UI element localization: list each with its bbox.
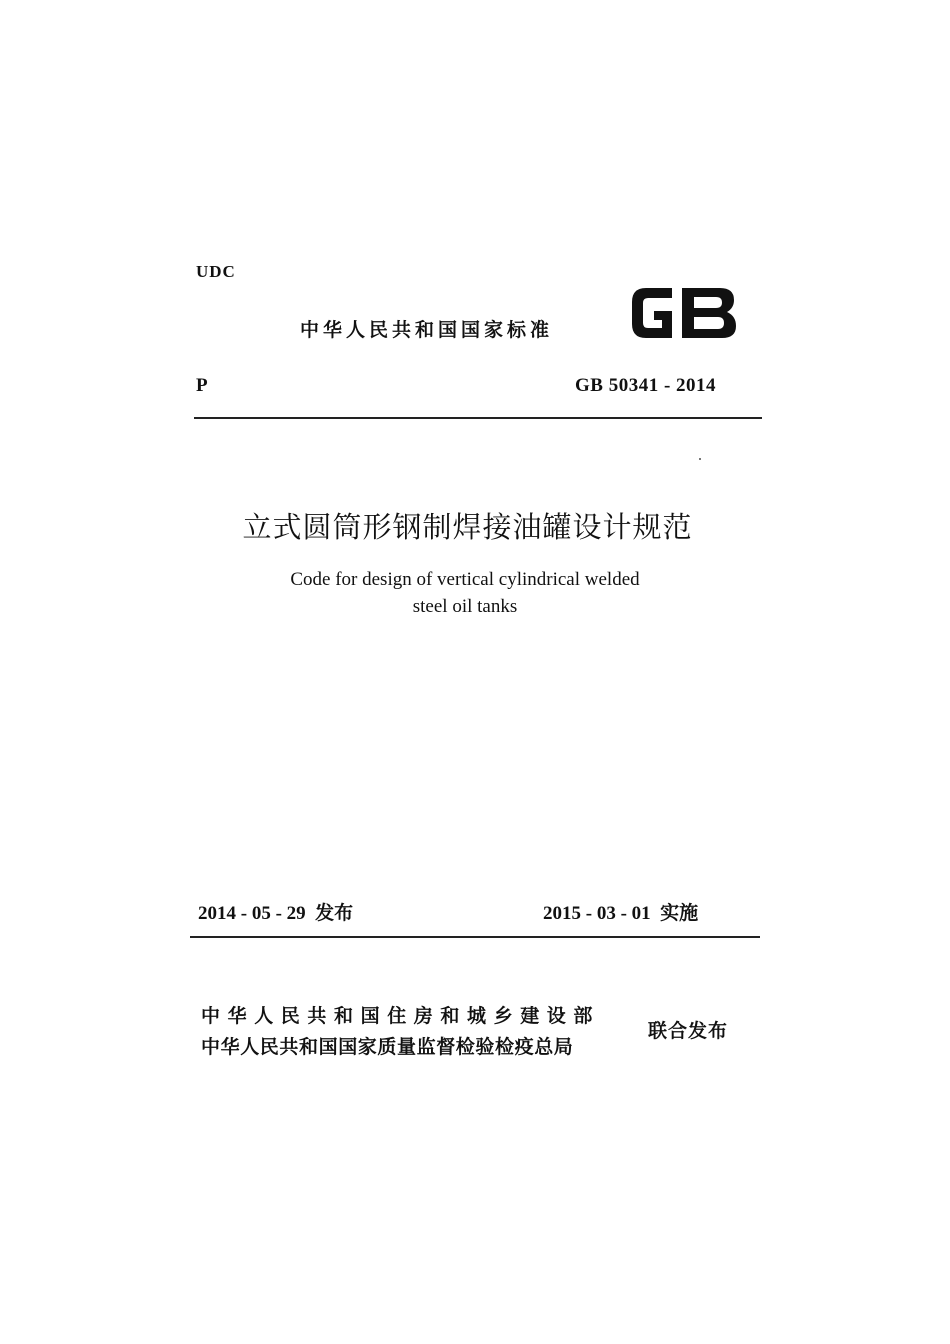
top-divider: [194, 417, 762, 419]
title-chinese: 立式圆筒形钢制焊接油罐设计规范: [242, 510, 693, 544]
standard-type-title: 中华人民共和国国家标准: [300, 319, 554, 341]
speck: [699, 458, 701, 460]
publisher-ministry: 中华人民共和国住房和城乡建设部: [201, 1005, 601, 1027]
gb-logo: [628, 282, 742, 344]
bottom-divider: [190, 936, 760, 938]
implementation-date: 2015 - 03 - 01 实施: [543, 903, 699, 924]
title-english-line-1: Code for design of vertical cylindrical welded: [290, 569, 640, 590]
category-code: P: [196, 375, 208, 396]
joint-issue-label: 联合发布: [648, 1020, 729, 1042]
publisher-aqsiq: 中华人民共和国国家质量监督检验检疫总局: [201, 1036, 574, 1058]
title-english: [0, 566, 930, 620]
title-english-line-2: steel oil tanks: [412, 596, 518, 617]
standard-number: GB 50341 - 2014: [575, 375, 717, 396]
udc-label: UDC: [196, 262, 236, 281]
issue-date: 2014 - 05 - 29 发布: [198, 903, 354, 924]
